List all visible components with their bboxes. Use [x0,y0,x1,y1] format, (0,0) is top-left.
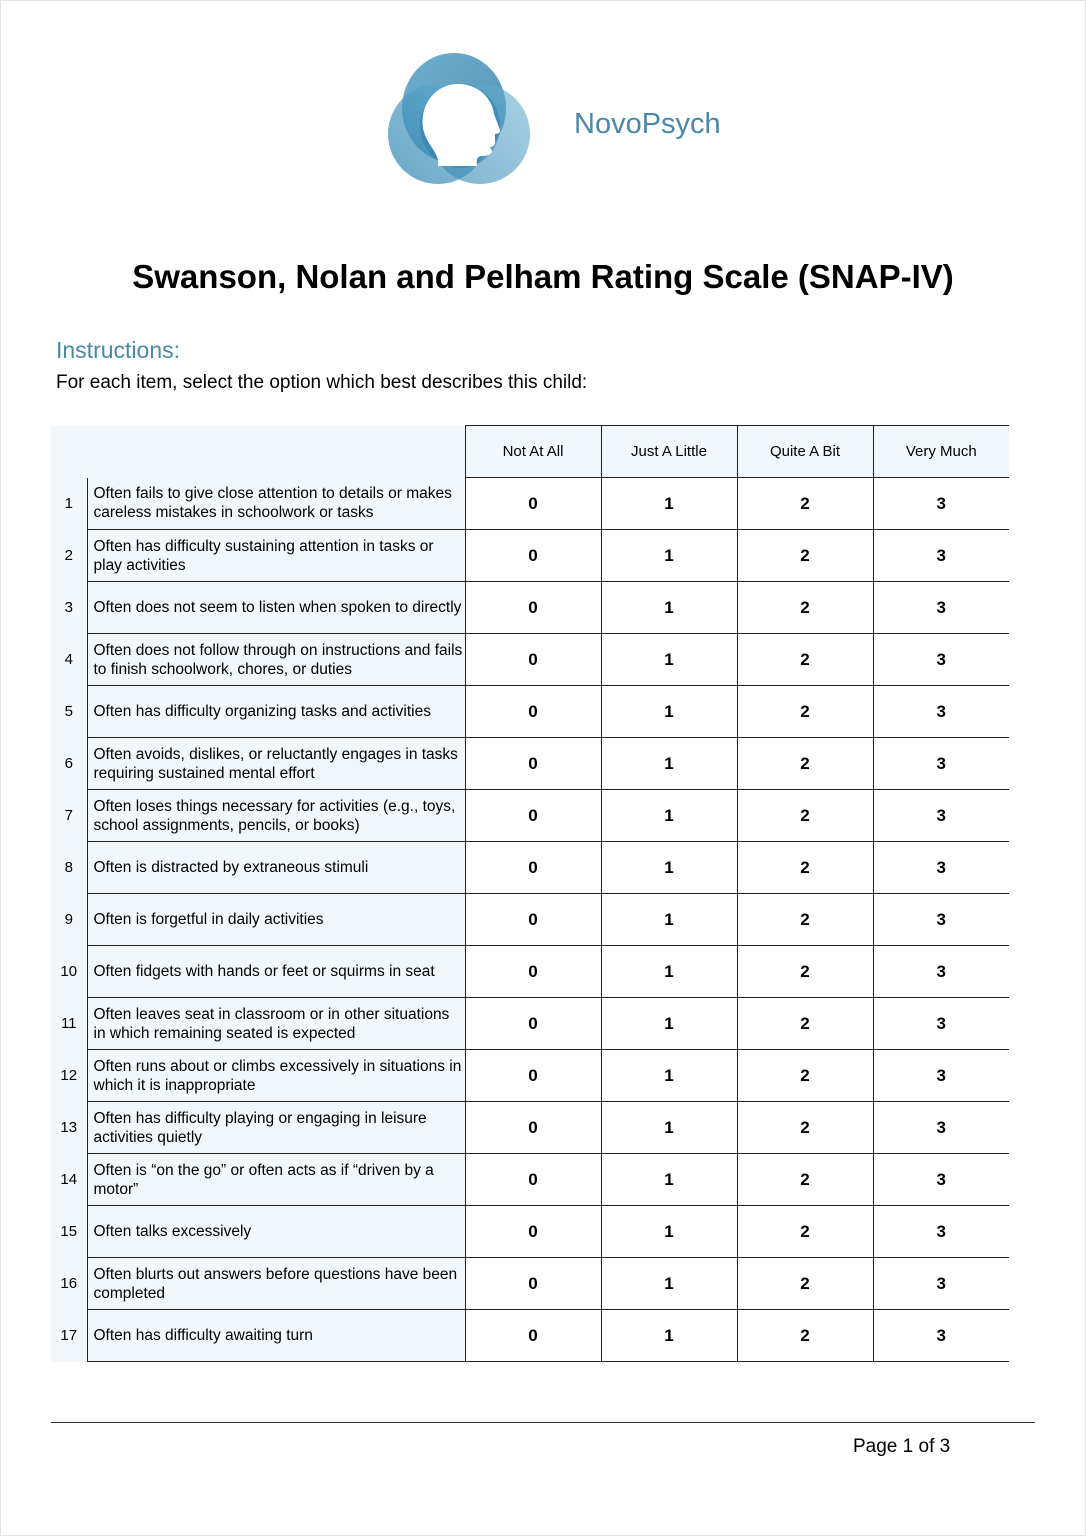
page-number: Page 1 of 3 [853,1436,951,1457]
item-number: 15 [51,1206,87,1258]
head-profile-logo-icon [384,50,536,192]
rating-table [51,425,1009,1362]
column-header-not-at-all: Not At All [465,426,601,478]
item-number: 3 [51,582,87,634]
document-title: Swanson, Nolan and Pelham Rating Scale (SNAP-IV) [132,258,954,295]
item-text: Often blurts out answers before questions have been completed [87,1258,465,1310]
item-number: 10 [51,946,87,998]
score-option-quite-a-bit[interactable]: 2 [737,946,873,998]
table-header-row [51,426,1009,478]
item-number: 5 [51,686,87,738]
header-corner [51,426,465,478]
score-option-just-a-little[interactable]: 1 [601,1154,737,1206]
score-option-not-at-all[interactable]: 0 [465,582,601,634]
score-option-just-a-little[interactable]: 1 [601,998,737,1050]
score-option-quite-a-bit[interactable]: 2 [737,842,873,894]
score-option-very-much[interactable]: 3 [873,1258,1009,1310]
item-text: Often runs about or climbs excessively in situations in which it is inappropriate [87,1050,465,1102]
instructions-heading: Instructions: [56,337,180,363]
table-row [51,738,1009,790]
item-number: 14 [51,1154,87,1206]
score-option-not-at-all[interactable]: 0 [465,946,601,998]
score-option-not-at-all[interactable]: 0 [465,1258,601,1310]
item-text: Often has difficulty sustaining attention in tasks or play activities [87,530,465,582]
item-number: 8 [51,842,87,894]
score-option-not-at-all[interactable]: 0 [465,1102,601,1154]
score-option-quite-a-bit[interactable]: 2 [737,1050,873,1102]
table-row [51,946,1009,998]
score-option-very-much[interactable]: 3 [873,790,1009,842]
score-option-not-at-all[interactable]: 0 [465,1310,601,1362]
score-option-quite-a-bit[interactable]: 2 [737,1206,873,1258]
score-option-quite-a-bit[interactable]: 2 [737,1310,873,1362]
item-number: 4 [51,634,87,686]
footer-divider [51,1422,1035,1423]
item-text: Often has difficulty playing or engaging in leisure activities quietly [87,1102,465,1154]
score-option-quite-a-bit[interactable]: 2 [737,1258,873,1310]
item-text: Often is forgetful in daily activities [87,894,465,946]
item-number: 1 [51,478,87,530]
score-option-not-at-all[interactable]: 0 [465,530,601,582]
item-number: 17 [51,1310,87,1362]
score-option-very-much[interactable]: 3 [873,894,1009,946]
item-text: Often leaves seat in classroom or in other situations in which remaining seated is expected [87,998,465,1050]
item-number: 2 [51,530,87,582]
score-option-just-a-little[interactable]: 1 [601,1258,737,1310]
score-option-not-at-all[interactable]: 0 [465,790,601,842]
score-option-very-much[interactable]: 3 [873,842,1009,894]
item-text: Often avoids, dislikes, or reluctantly engages in tasks requiring sustained mental effort [87,738,465,790]
item-text: Often does not seem to listen when spoken to directly [87,582,465,634]
item-number: 12 [51,1050,87,1102]
item-text: Often talks excessively [87,1206,465,1258]
score-option-very-much[interactable]: 3 [873,582,1009,634]
column-header-just-a-little: Just A Little [601,426,737,478]
item-number: 11 [51,998,87,1050]
score-option-not-at-all[interactable]: 0 [465,894,601,946]
table-row [51,1258,1009,1310]
instructions-text: For each item, select the option which best describes this child: [56,372,588,393]
score-option-not-at-all[interactable]: 0 [465,842,601,894]
table-row [51,582,1009,634]
score-option-just-a-little[interactable]: 1 [601,738,737,790]
score-option-not-at-all[interactable]: 0 [465,1206,601,1258]
score-option-quite-a-bit[interactable]: 2 [737,998,873,1050]
item-text: Often is distracted by extraneous stimuli [87,842,465,894]
score-option-not-at-all[interactable]: 0 [465,686,601,738]
score-option-just-a-little[interactable]: 1 [601,478,737,530]
item-text: Often has difficulty awaiting turn [87,1310,465,1362]
score-option-quite-a-bit[interactable]: 2 [737,1154,873,1206]
score-option-very-much[interactable]: 3 [873,946,1009,998]
score-option-very-much[interactable]: 3 [873,1206,1009,1258]
item-text: Often does not follow through on instructions and fails to finish schoolwork, chores, or duties [87,634,465,686]
score-option-very-much[interactable]: 3 [873,686,1009,738]
score-option-very-much[interactable]: 3 [873,530,1009,582]
score-option-quite-a-bit[interactable]: 2 [737,686,873,738]
score-option-just-a-little[interactable]: 1 [601,686,737,738]
score-option-just-a-little[interactable]: 1 [601,1310,737,1362]
score-option-very-much[interactable]: 3 [873,478,1009,530]
item-text: Often is “on the go” or often acts as if “driven by a motor” [87,1154,465,1206]
score-option-quite-a-bit[interactable]: 2 [737,582,873,634]
table-row [51,1050,1009,1102]
table-row [51,634,1009,686]
item-number: 7 [51,790,87,842]
column-header-quite-a-bit: Quite A Bit [737,426,873,478]
score-option-very-much[interactable]: 3 [873,1310,1009,1362]
score-option-just-a-little[interactable]: 1 [601,946,737,998]
score-option-just-a-little[interactable]: 1 [601,582,737,634]
score-option-not-at-all[interactable]: 0 [465,1154,601,1206]
score-option-quite-a-bit[interactable]: 2 [737,894,873,946]
table-row [51,842,1009,894]
brand-name: NovoPsych [574,108,721,140]
table-row [51,1310,1009,1362]
table-row [51,478,1009,530]
table-row [51,1206,1009,1258]
score-option-not-at-all[interactable]: 0 [465,998,601,1050]
table-row [51,1102,1009,1154]
score-option-quite-a-bit[interactable]: 2 [737,530,873,582]
score-option-just-a-little[interactable]: 1 [601,1206,737,1258]
score-option-not-at-all[interactable]: 0 [465,478,601,530]
item-number: 13 [51,1102,87,1154]
item-number: 6 [51,738,87,790]
table-row [51,790,1009,842]
score-option-not-at-all[interactable]: 0 [465,1050,601,1102]
score-option-quite-a-bit[interactable]: 2 [737,634,873,686]
item-number: 16 [51,1258,87,1310]
score-option-just-a-little[interactable]: 1 [601,894,737,946]
score-option-very-much[interactable]: 3 [873,1102,1009,1154]
score-option-just-a-little[interactable]: 1 [601,1050,737,1102]
table-row [51,686,1009,738]
score-option-quite-a-bit[interactable]: 2 [737,790,873,842]
score-option-very-much[interactable]: 3 [873,1154,1009,1206]
score-option-just-a-little[interactable]: 1 [601,530,737,582]
score-option-quite-a-bit[interactable]: 2 [737,738,873,790]
score-option-just-a-little[interactable]: 1 [601,790,737,842]
column-header-very-much: Very Much [873,426,1009,478]
score-option-just-a-little[interactable]: 1 [601,1102,737,1154]
table-row [51,998,1009,1050]
table-row [51,530,1009,582]
score-option-quite-a-bit[interactable]: 2 [737,478,873,530]
table-row [51,894,1009,946]
score-option-just-a-little[interactable]: 1 [601,842,737,894]
score-option-not-at-all[interactable]: 0 [465,738,601,790]
score-option-very-much[interactable]: 3 [873,634,1009,686]
score-option-just-a-little[interactable]: 1 [601,634,737,686]
table-row [51,1154,1009,1206]
score-option-very-much[interactable]: 3 [873,738,1009,790]
item-text: Often has difficulty organizing tasks and activities [87,686,465,738]
score-option-quite-a-bit[interactable]: 2 [737,1102,873,1154]
item-text: Often fidgets with hands or feet or squirms in seat [87,946,465,998]
item-number: 9 [51,894,87,946]
score-option-very-much[interactable]: 3 [873,998,1009,1050]
score-option-very-much[interactable]: 3 [873,1050,1009,1102]
item-text: Often fails to give close attention to details or makes careless mistakes in schoolwork or tasks [87,478,465,530]
score-option-not-at-all[interactable]: 0 [465,634,601,686]
table-body [51,478,1009,1362]
item-text: Often loses things necessary for activities (e.g., toys, school assignments, pencils, or books) [87,790,465,842]
